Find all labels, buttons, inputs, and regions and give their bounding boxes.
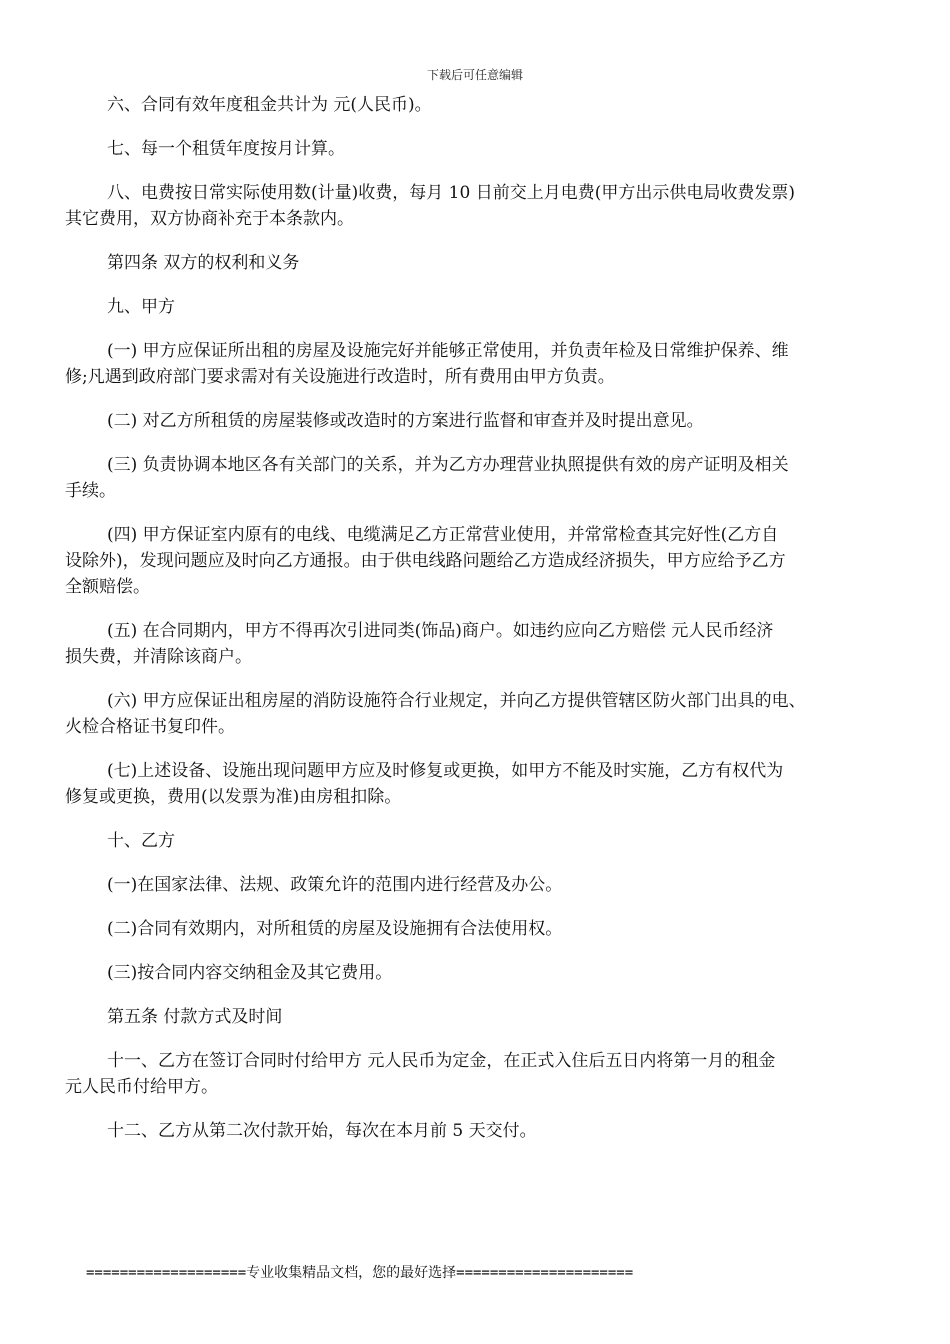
paragraph-continuation: 其它费用，双方协商补充于本条款内。 <box>65 209 354 229</box>
section-11 <box>65 1048 897 1100</box>
paragraph-line: (二)合同有效期内，对所租赁的房屋及设施拥有合法使用权。 <box>107 919 563 939</box>
paragraph-continuation: 全额赔偿。 <box>65 577 150 597</box>
paragraph-line: (四) 甲方保证室内原有的电线、电缆满足乙方正常营业使用，并常常检查其完好性(乙方自 <box>107 525 779 545</box>
paragraph-line: 十、乙方 <box>107 831 175 851</box>
paragraph-line: (一)在国家法律、法规、政策允许的范围内进行经营及办公。 <box>107 875 563 895</box>
clause-9-1 <box>65 338 897 390</box>
paragraph-line: 六、合同有效年度租金共计为 元(人民币)。 <box>107 95 432 115</box>
paragraph-line: 十二、乙方从第二次付款开始，每次在本月前 5 天交付。 <box>107 1121 537 1141</box>
paragraph-line: 九、甲方 <box>107 297 175 317</box>
paragraph-line: (一) 甲方应保证所出租的房屋及设施完好并能够正常使用，并负责年检及日常维护保养、维 <box>107 341 789 361</box>
paragraph-7 <box>107 136 897 162</box>
paragraph-line: (三)按合同内容交纳租金及其它费用。 <box>107 963 393 983</box>
paragraph-continuation: 手续。 <box>65 481 116 501</box>
section-10-heading <box>107 828 897 854</box>
paragraph-continuation: 损失费，并清除该商户。 <box>65 647 252 667</box>
paragraph-line: (五) 在合同期内，甲方不得再次引进同类(饰品)商户。如违约应向乙方赔偿 元人民币经济 <box>107 621 774 641</box>
paragraph-line: (三) 负责协调本地区各有关部门的关系，并为乙方办理营业执照提供有效的房产证明及相关 <box>107 455 789 475</box>
paragraph-8 <box>65 180 897 232</box>
clause-9-6 <box>65 688 897 740</box>
clause-9-4 <box>65 522 897 600</box>
footer-note: ===================专业收集精品文档，您的最好选择===================== <box>86 1265 634 1281</box>
paragraph-line: (六) 甲方应保证出租房屋的消防设施符合行业规定，并向乙方提供管辖区防火部门出具的电、 <box>107 691 806 711</box>
paragraph-line: 第五条 付款方式及时间 <box>107 1007 283 1027</box>
paragraph-continuation: 设除外)，发现问题应及时向乙方通报。由于供电线路问题给乙方造成经济损失，甲方应给予乙方 <box>65 551 786 571</box>
clause-10-3 <box>107 960 897 986</box>
article-4-heading <box>107 250 897 276</box>
clause-9-7 <box>65 758 897 810</box>
section-9-heading <box>107 294 897 320</box>
paragraph-line: (七)上述设备、设施出现问题甲方应及时修复或更换，如甲方不能及时实施，乙方有权代为 <box>107 761 784 781</box>
paragraph-line: 七、每一个租赁年度按月计算。 <box>107 139 345 159</box>
paragraph-continuation: 修复或更换，费用(以发票为准)由房租扣除。 <box>65 787 402 807</box>
article-5-heading <box>107 1004 897 1030</box>
paragraph-line: 十一、乙方在签订合同时付给甲方 元人民币为定金，在正式入住后五日内将第一月的租金 <box>107 1051 776 1071</box>
paragraph-6 <box>107 92 897 118</box>
clause-10-1 <box>107 872 897 898</box>
clause-9-2 <box>107 408 897 434</box>
paragraph-line: 第四条 双方的权利和义务 <box>107 253 300 273</box>
document-body <box>65 92 897 1162</box>
clause-9-3 <box>65 452 897 504</box>
paragraph-continuation: 火检合格证书复印件。 <box>65 717 235 737</box>
clause-10-2 <box>107 916 897 942</box>
section-12 <box>107 1118 897 1144</box>
paragraph-continuation: 元人民币付给甲方。 <box>65 1077 218 1097</box>
clause-9-5 <box>65 618 897 670</box>
paragraph-line: (二) 对乙方所租赁的房屋装修或改造时的方案进行监督和审查并及时提出意见。 <box>107 411 704 431</box>
paragraph-line: 八、电费按日常实际使用数(计量)收费，每月 10 日前交上月电费(甲方出示供电局收费发票) <box>107 183 795 203</box>
header-note: 下载后可任意编辑 <box>426 68 523 82</box>
paragraph-continuation: 修;凡遇到政府部门要求需对有关设施进行改造时，所有费用由甲方负责。 <box>65 367 615 387</box>
